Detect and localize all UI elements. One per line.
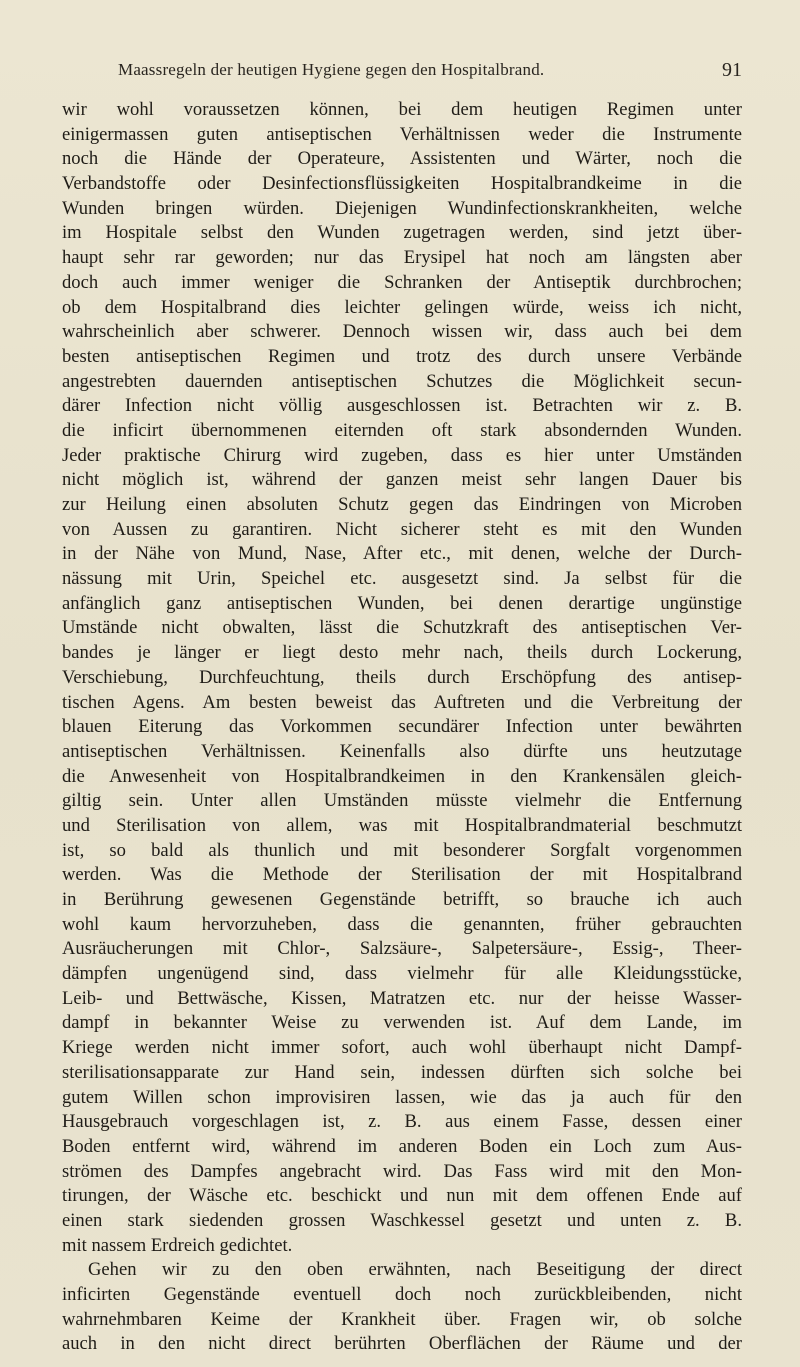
text-line: doch auch immer weniger die Schranken der Antiseptik durchbrochen; bbox=[62, 271, 742, 293]
text-line: Wunden bringen würden. Diejenigen Wundinfectionskrankheiten, welche bbox=[62, 197, 742, 219]
text-line: nässung mit Urin, Speichel etc. ausgesetzt sind. Ja selbst für die bbox=[62, 568, 742, 590]
text-line: dampf in bekannter Weise zu verwenden ist. Auf dem Lande, im bbox=[62, 1012, 742, 1034]
running-title: Maassregeln der heutigen Hygiene gegen den Hospitalbrand. bbox=[118, 60, 545, 79]
text-line: Boden entfernt wird, während im anderen Boden ein Loch zum Aus- bbox=[62, 1135, 742, 1157]
text-line: nicht möglich ist, während der ganzen meist sehr langen Dauer bis bbox=[62, 469, 742, 491]
text-line: Gehen wir zu den oben erwähnten, nach Beseitigung der direct bbox=[88, 1259, 742, 1281]
text-line: die inficirt übernommenen eiternden oft stark absondernden Wunden. bbox=[62, 419, 742, 441]
text-line: wahrscheinlich aber schwerer. Dennoch wissen wir, dass auch bei dem bbox=[62, 321, 742, 343]
body-text bbox=[62, 98, 742, 1357]
text-line: einigermassen guten antiseptischen Verhältnissen weder die Instrumente bbox=[62, 123, 742, 145]
text-line: von Aussen zu garantiren. Nicht sicherer steht es mit den Wunden bbox=[62, 518, 742, 540]
text-line: wahrnehmbaren Keime der Krankheit über. Fragen wir, ob solche bbox=[62, 1308, 742, 1330]
text-line: mit nassem Erdreich gedichtet. bbox=[62, 1234, 293, 1256]
text-line: Kriege werden nicht immer sofort, auch wohl überhaupt nicht Dampf- bbox=[62, 1037, 742, 1059]
text-line: wir wohl voraussetzen können, bei dem heutigen Regimen unter bbox=[62, 99, 742, 120]
text-line: dämpfen ungenügend sind, dass vielmehr für alle Kleidungsstücke, bbox=[62, 963, 742, 985]
running-head bbox=[118, 60, 742, 84]
text-line: ist, so bald als thunlich und mit besonderer Sorgfalt vorgenommen bbox=[62, 839, 742, 861]
text-line: därer Infection nicht völlig ausgeschlossen ist. Betrachten wir z. B. bbox=[62, 395, 742, 417]
text-line: sterilisationsapparate zur Hand sein, indessen dürften sich solche bei bbox=[62, 1061, 742, 1083]
text-line: Hausgebrauch vorgeschlagen ist, z. B. aus einem Fasse, dessen einer bbox=[62, 1111, 742, 1133]
text-line: in Berührung gewesenen Gegenstände betrifft, so brauche ich auch bbox=[62, 889, 742, 910]
text-line: Leib- und Bettwäsche, Kissen, Matratzen etc. nur der heisse Wasser- bbox=[62, 987, 742, 1009]
text-line: die Anwesenheit von Hospitalbrandkeimen in den Krankensälen gleich- bbox=[62, 765, 742, 787]
text-line: auch in den nicht direct berührten Oberflächen der Räume und der bbox=[62, 1333, 742, 1355]
text-line: tirungen, der Wäsche etc. beschickt und nun mit dem offenen Ende auf bbox=[62, 1185, 742, 1207]
text-line: strömen des Dampfes angebracht wird. Das Fass wird mit den Mon- bbox=[62, 1160, 742, 1182]
text-line: Verschiebung, Durchfeuchtung, theils durch Erschöpfung des antisep- bbox=[62, 666, 742, 688]
page-number: 91 bbox=[722, 59, 742, 81]
text-line: haupt sehr rar geworden; nur das Erysipel hat noch am längsten aber bbox=[62, 247, 742, 269]
text-line: giltig sein. Unter allen Umständen müsste vielmehr die Entfernung bbox=[62, 790, 742, 812]
text-line: inficirten Gegenstände eventuell doch noch zurückbleibenden, nicht bbox=[62, 1284, 742, 1305]
text-line: wohl kaum hervorzuheben, dass die genannten, früher gebrauchten bbox=[62, 913, 742, 935]
text-line: einen stark siedenden grossen Waschkessel gesetzt und unten z. B. bbox=[62, 1209, 742, 1231]
text-line: und Sterilisation von allem, was mit Hospitalbrandmaterial beschmutzt bbox=[62, 814, 742, 836]
text-line: Umstände nicht obwalten, lässt die Schutzkraft des antiseptischen Ver- bbox=[62, 617, 742, 639]
text-line: bandes je länger er liegt desto mehr nach, theils durch Lockerung, bbox=[62, 642, 742, 664]
text-line: werden. Was die Methode der Sterilisation der mit Hospitalbrand bbox=[62, 864, 742, 886]
text-line: noch die Hände der Operateure, Assistenten und Wärter, noch die bbox=[62, 148, 742, 170]
text-line: angestrebten dauernden antiseptischen Schutzes die Möglichkeit secun- bbox=[62, 370, 742, 392]
text-line: anfänglich ganz antiseptischen Wunden, bei denen derartige ungünstige bbox=[62, 592, 742, 614]
text-line: blauen Eiterung das Vorkommen secundärer Infection unter bewährten bbox=[62, 716, 742, 738]
text-line: Jeder praktische Chirurg wird zugeben, dass es hier unter Umständen bbox=[62, 444, 742, 466]
text-line: tischen Agens. Am besten beweist das Auftreten und die Verbreitung der bbox=[62, 691, 742, 713]
text-line: Verbandstoffe oder Desinfectionsflüssigkeiten Hospitalbrandkeime in die bbox=[62, 173, 742, 195]
text-line: zur Heilung einen absoluten Schutz gegen das Eindringen von Microben bbox=[62, 494, 742, 515]
text-line: besten antiseptischen Regimen und trotz des durch unsere Verbände bbox=[62, 345, 742, 367]
text-line: gutem Willen schon improvisiren lassen, wie das ja auch für den bbox=[62, 1086, 742, 1108]
text-line: ob dem Hospitalbrand dies leichter gelingen würde, weiss ich nicht, bbox=[62, 296, 742, 318]
text-line: im Hospitale selbst den Wunden zugetragen werden, sind jetzt über- bbox=[62, 222, 742, 244]
text-line: Ausräucherungen mit Chlor-, Salzsäure-, Salpetersäure-, Essig-, Theer- bbox=[62, 938, 742, 960]
text-line: in der Nähe von Mund, Nase, After etc., mit denen, welche der Durch- bbox=[62, 543, 742, 565]
text-line: antiseptischen Verhältnissen. Keinenfalls also dürfte uns heutzutage bbox=[62, 740, 742, 762]
